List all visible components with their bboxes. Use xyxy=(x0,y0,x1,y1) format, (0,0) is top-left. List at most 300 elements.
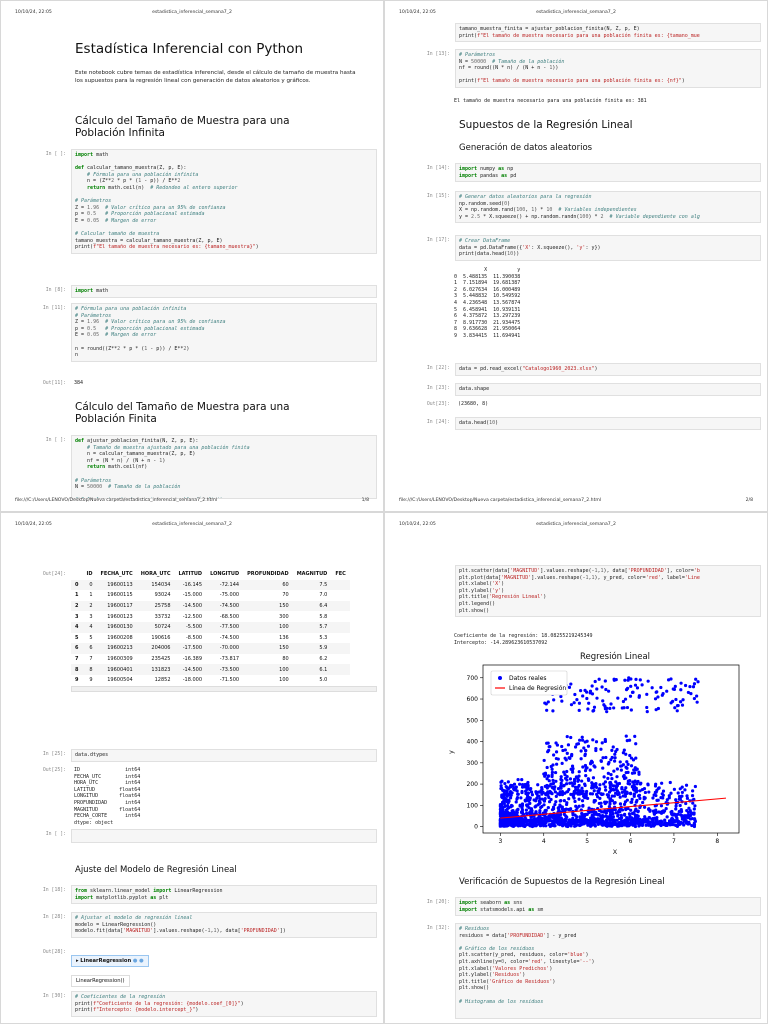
table-cell: -71.500 xyxy=(219,677,240,684)
scatter-point xyxy=(613,753,616,756)
code-cell[interactable]: In [8]: import math xyxy=(15,285,377,298)
scatter-point xyxy=(511,821,514,824)
scatter-point xyxy=(516,778,519,781)
code-cell[interactable]: In [ ]: xyxy=(15,829,377,843)
code-input[interactable]: import seaborn as sns import statsmodels.api as sm xyxy=(455,897,761,916)
scatter-point xyxy=(604,756,607,759)
scatter-point xyxy=(551,709,554,712)
scatter-point xyxy=(655,811,658,814)
scatter-point xyxy=(567,743,570,746)
x-tick-label: 6 xyxy=(628,838,633,845)
scatter-point xyxy=(503,782,506,785)
row-index: 1 xyxy=(75,592,79,599)
code-input[interactable]: data = pd.read_excel("Catalogo1960_2023.xlsx") xyxy=(455,363,761,376)
scatter-point xyxy=(501,789,504,792)
scatter-point xyxy=(530,824,533,827)
table-header-cell: LONGITUD xyxy=(210,571,240,578)
page-header xyxy=(15,10,369,15)
table-cell: 19600123 xyxy=(107,613,133,620)
scatter-point xyxy=(577,742,580,745)
scatter-point xyxy=(581,736,584,739)
code-cell[interactable]: In [ ]: def ajustar_poblacion_finita(N, Z, p, E): # Tamaño de muestra ajustado para una población finita n = calcular_tamano_muestra(Z, p, E) nf = (N * n) / (N + n - 1) return math.ceil(nf) # Parámetros N = 50000 # Tamaño de la población xyxy=(15,435,377,499)
scatter-point xyxy=(601,741,604,744)
scatter-point xyxy=(578,709,581,712)
scatter-point xyxy=(545,709,548,712)
scatter-point xyxy=(646,710,649,713)
code-cell[interactable]: In [13]: # Parámetros N = 50000 # Tamaño de la población nf = round((N * n) / (N + n - 1)) print(f"El tamaño de muestra necesario para una población finita es: {nf}") xyxy=(399,49,761,88)
row-index: 2 xyxy=(71,601,82,612)
code-cell[interactable]: In [ ]: import math def calcular_tamano_muestra(Z, p, E): # Fórmula para una población infinita n = (Z**2 * p * (1 - p)) / E**2 return math.ceil(n) # Redondeo al entero superior # Parámetros Z = 1.96 # Valor crítico para un 95% de confianza p = 0.5 # Proporción poblacional estimada E = 0.05 # Margen de error # Calcular tamaño de muestra tamano_muestra = calcular_tamano_muestra(Z, p, E) print(f"El tamaño de muestra necesario es: {tamano_muestra}") xyxy=(15,149,377,254)
table-cell xyxy=(331,675,350,686)
table-cell: 93024 xyxy=(154,592,171,599)
scatter-point xyxy=(606,777,609,780)
scatter-point xyxy=(566,735,569,738)
code-cell[interactable]: In [32]: # Residuos residuos = data['PROFUNDIDAD'] - y_pred # Gráfico de los residuos plt.scatter(y_pred, residuos, color='blue') plt.axhline(y=0, color='red', linestyle='--') plt.xlabel('Valores Predichos') plt.ylabel('Residuos') plt.title('Gráfico de Residuos') plt.show() # Histograma de los residuos xyxy=(399,923,761,1019)
scatter-point xyxy=(578,770,581,773)
code-cell[interactable]: In [24]: data.head(10) xyxy=(399,417,761,430)
scatter-point xyxy=(584,784,587,787)
scatter-point xyxy=(553,819,556,822)
code-input[interactable]: import numpy as np import pandas as pd xyxy=(455,163,761,182)
scatter-point xyxy=(660,782,663,785)
scatter-point xyxy=(551,808,554,811)
table-cell: 60 xyxy=(243,580,293,591)
scatter-point xyxy=(598,678,601,681)
scatter-point xyxy=(559,785,562,788)
scatter-point xyxy=(584,774,587,777)
scatter-point xyxy=(589,769,592,772)
scatter-point xyxy=(605,811,608,814)
scatter-point xyxy=(600,685,603,688)
scatter-point xyxy=(578,798,581,801)
page-3 xyxy=(0,512,384,1024)
scatter-point xyxy=(629,792,632,795)
scatter-point xyxy=(612,815,615,818)
scatter-point xyxy=(581,739,584,742)
scatter-point xyxy=(571,820,574,823)
scatter-point xyxy=(524,799,527,802)
scatter-point xyxy=(585,691,588,694)
output-cell: Out[11]: 384 xyxy=(15,378,377,389)
y-tick-label: 0 xyxy=(474,823,478,831)
scatter-point xyxy=(591,684,594,687)
scatter-point xyxy=(580,792,583,795)
table-cell: -77.500 xyxy=(206,622,243,633)
scatter-point xyxy=(540,805,543,808)
scatter-point xyxy=(665,823,668,826)
scatter-point xyxy=(590,819,593,822)
scatter-point xyxy=(634,809,637,812)
scatter-point xyxy=(564,814,567,817)
code-input[interactable]: # Ajustar el modelo de regresión lineal modelo = LinearRegression() modelo.fit(data['MAGNITUD'].values.reshape(-1,1), data['PROFUNDIDAD']) xyxy=(71,912,377,938)
scatter-point xyxy=(524,824,527,827)
code-input[interactable]: def ajustar_poblacion_finita(N, Z, p, E): # Tamaño de muestra ajustado para una población finita n = calcular_tamano_muestra(Z, p, E) nf = (N * n) / (N + n - 1) return math.ceil(nf) # Parámetros N = 50000 # Tamaño de la población xyxy=(71,435,377,499)
code-cell[interactable]: In [18]: from sklearn.linear_model import LinearRegression import matplotlib.pyplot as plt xyxy=(15,885,377,904)
scatter-point xyxy=(604,788,607,791)
scatter-point xyxy=(499,815,502,818)
scatter-point xyxy=(595,687,598,690)
code-input[interactable]: # Residuos residuos = data['PROFUNDIDAD'] - y_pred # Gráfico de los residuos plt.scatter(y_pred, residuos, color='blue') plt.axhline(y=0, color='red', linestyle='--') plt.xlabel('Valores Predichos') plt.ylabel('Residuos') plt.title('Gráfico de Residuos') plt.show() # Histograma de los residuos xyxy=(455,923,761,1019)
scatter-point xyxy=(540,793,543,796)
scatter-point xyxy=(695,694,698,697)
scatter-point xyxy=(593,824,596,827)
scatter-point xyxy=(594,747,597,750)
code-cell[interactable]: In [11]: # Fórmula para una población infinita # Parámetros Z = 1.96 # Valor crítico para un 95% de confianza p = 0.5 # Proporción poblacional estimada E = 0.05 # Margen de error n = round((Z**2 * p * (1 - p)) / E**2) n xyxy=(15,303,377,362)
scatter-point xyxy=(693,804,696,807)
scatter-point xyxy=(580,779,583,782)
scatter-point xyxy=(564,818,567,821)
table-row xyxy=(71,675,350,686)
scatter-point xyxy=(661,694,664,697)
scatter-point xyxy=(625,816,628,819)
table-row xyxy=(71,601,350,612)
legend-label: Línea de Regresión xyxy=(509,685,567,692)
y-tick-label: 100 xyxy=(466,802,478,810)
scatter-point xyxy=(587,702,590,705)
table-row xyxy=(71,622,350,633)
x-tick-label: 7 xyxy=(672,838,676,845)
scatter-point xyxy=(559,799,562,802)
scatter-point xyxy=(681,786,684,789)
scatter-point xyxy=(595,786,598,789)
table-cell: 19600309 xyxy=(107,656,133,663)
scatter-point xyxy=(559,695,562,698)
table-cell: 204006 xyxy=(137,643,175,654)
scatter-point xyxy=(694,785,697,788)
scatter-point xyxy=(499,781,502,784)
code-cell[interactable]: In [30]: # Coeficientes de la regresión print(f"Coeficiente de la regresión: {modelo.coef_[0]}") print(f"Intercepto: {modelo.intercept_}") xyxy=(15,991,377,1017)
scatter-point xyxy=(548,745,551,748)
table-cell: 131823 xyxy=(137,664,175,675)
code-input[interactable]: import math xyxy=(71,285,377,298)
scatter-point xyxy=(586,707,589,710)
code-input[interactable]: # Fórmula para una población infinita # Parámetros Z = 1.96 # Valor crítico para un 95% de confianza p = 0.5 # Proporción poblacional estimada E = 0.05 # Margen de error n = round((Z**2 * p * (1 - p)) / E**2) n xyxy=(71,303,377,362)
scatter-point xyxy=(659,686,662,689)
scatter-point xyxy=(579,689,582,692)
page-header xyxy=(399,10,753,15)
scatter-point xyxy=(565,801,568,804)
scatter-point xyxy=(643,796,646,799)
scatter-point xyxy=(504,820,507,823)
scatter-point xyxy=(684,684,687,687)
scatter-point xyxy=(536,783,539,786)
code-input[interactable]: # Parámetros N = 50000 # Tamaño de la población nf = round((N * n) / (N + n - 1)) print(f"El tamaño de muestra necesario para una población finita es: {nf}") xyxy=(455,49,761,88)
scatter-point xyxy=(655,708,658,711)
scatter-point xyxy=(607,690,610,693)
header-datetime: 10/10/24, 22:05 xyxy=(15,10,52,15)
scatter-point xyxy=(576,823,579,826)
scatter-point xyxy=(519,796,522,799)
page-footer xyxy=(15,498,369,503)
table-row xyxy=(71,654,350,665)
scatter-point xyxy=(647,680,650,683)
scatter-point xyxy=(605,710,608,713)
scatter-point xyxy=(609,702,612,705)
scatter-point xyxy=(574,805,577,808)
header-doc-title: estadistica_inferencial_semana7_2 xyxy=(152,10,232,15)
estimator-widget-header[interactable]: ▸ LinearRegression ● ● xyxy=(71,955,149,967)
scatter-point xyxy=(534,817,537,820)
table-cell: 50724 xyxy=(137,622,175,633)
table-cell: 70 xyxy=(282,592,289,599)
scatter-point xyxy=(608,800,611,803)
code-input[interactable]: data.head(10) xyxy=(455,417,761,430)
code-cell[interactable]: In [28]: # Ajustar el modelo de regresión lineal modelo = LinearRegression() modelo.fit(data['MAGNITUD'].values.reshape(-1,1), data['PROFUNDIDAD']) xyxy=(15,912,377,938)
footer-path: file:///C:/Users/LENOVO/Desktop/Nueva carpeta/estadistica_inferencial_semana7_2.html xyxy=(399,498,602,503)
scatter-point xyxy=(581,823,584,826)
scatter-point xyxy=(586,740,589,743)
table-cell: 150 xyxy=(243,643,293,654)
code-cell[interactable]: In [20]: import seaborn as sns import statsmodels.api as sm xyxy=(399,897,761,916)
scatter-point xyxy=(599,759,602,762)
scatter-point xyxy=(554,780,557,783)
scatter-point xyxy=(516,811,519,814)
scatter-point xyxy=(543,775,546,778)
dtypes-output: ID int64 FECHA_UTC int64 HORA_UTC int64 LATITUD float64 LONGITUD float64 PROFUNDIDAD int64 MAGNITUD float64 FECHA_CORTE int64 dtype: object xyxy=(74,767,141,826)
scatter-point xyxy=(611,812,614,815)
code-input[interactable]: tamano_muestra_finita = ajustar_poblacion_finita(N, Z, p, E) print(f"El tamaño de muestra necesario para una población finita es: {tamano_mue xyxy=(455,23,761,42)
footer-page: 1/8 xyxy=(361,498,369,503)
scatter-point xyxy=(543,759,546,762)
table-cell: 19600401 xyxy=(97,664,137,675)
scatter-point xyxy=(593,706,596,709)
table-cell: 5.7 xyxy=(293,622,332,633)
row-index: 6 xyxy=(71,643,82,654)
scatter-point xyxy=(629,695,632,698)
scatter-point xyxy=(604,707,607,710)
scatter-point xyxy=(679,804,682,807)
scatter-point xyxy=(560,745,563,748)
scatter-point xyxy=(628,815,631,818)
table-cell: 19600113 xyxy=(97,580,137,591)
horizontal-scrollbar[interactable] xyxy=(71,686,377,692)
table-header-cell xyxy=(71,569,82,580)
scatter-point xyxy=(614,756,617,759)
y-tick-label: 600 xyxy=(466,696,478,704)
code-cell[interactable]: In [22]: data = pd.read_excel("Catalogo1960_2023.xlsx") xyxy=(399,363,761,376)
scatter-point xyxy=(675,824,678,827)
scatter-point xyxy=(545,784,548,787)
scatter-point xyxy=(554,800,557,803)
table-header-cell: FEC xyxy=(335,571,346,578)
scatter-point xyxy=(543,800,546,803)
scatter-point xyxy=(547,806,550,809)
scatter-point xyxy=(590,823,593,826)
table-cell: 80 xyxy=(282,656,289,663)
scatter-point xyxy=(606,793,609,796)
scatter-point xyxy=(504,804,507,807)
scatter-point xyxy=(620,787,623,790)
scatter-point xyxy=(548,800,551,803)
table-cell: 100 xyxy=(243,622,293,633)
table-cell: -5.500 xyxy=(175,622,207,633)
scatter-point xyxy=(499,808,502,811)
scatter-point xyxy=(604,740,607,743)
section-infinite: Cálculo del Tamaño de Muestra para una Población Infinita xyxy=(75,115,290,139)
scatter-point xyxy=(501,794,504,797)
scatter-point xyxy=(665,690,668,693)
scatter-point xyxy=(604,688,607,691)
table-cell: -18.000 xyxy=(182,677,203,684)
scatter-point xyxy=(594,680,597,683)
scatter-point xyxy=(648,816,651,819)
table-cell: -8.500 xyxy=(185,634,203,641)
scatter-point xyxy=(565,758,568,761)
scatter-point xyxy=(561,824,564,827)
y-tick-label: 200 xyxy=(466,781,478,789)
scatter-point xyxy=(696,701,699,704)
scatter-point xyxy=(677,704,680,707)
scatter-point xyxy=(563,784,566,787)
table-cell: -70.000 xyxy=(206,643,243,654)
scatter-point xyxy=(612,770,615,773)
scatter-point xyxy=(520,791,523,794)
row-index: 8 xyxy=(71,664,82,675)
code-input[interactable] xyxy=(71,829,377,843)
scatter-point xyxy=(694,678,697,681)
scatter-point xyxy=(667,678,670,681)
scatter-point xyxy=(634,684,637,687)
chart-title: Regresión Lineal xyxy=(579,652,651,662)
code-input[interactable]: # Crear DataFrame data = pd.DataFrame({'X': X.squeeze(), 'y': y}) print(data.head(10)) xyxy=(455,235,761,261)
scatter-point xyxy=(689,692,692,695)
scatter-point xyxy=(656,695,659,698)
scatter-point xyxy=(570,753,573,756)
scatter-point xyxy=(580,812,583,815)
scatter-point xyxy=(552,753,555,756)
scatter-point xyxy=(624,792,627,795)
code-input[interactable]: data.shape xyxy=(455,383,761,396)
table-cell: 3 xyxy=(89,613,93,620)
scatter-point xyxy=(580,757,583,760)
scatter-point xyxy=(596,813,599,816)
code-cell[interactable]: In [17]: # Crear DataFrame data = pd.DataFrame({'X': X.squeeze(), 'y': y}) print(data.head(10)) xyxy=(399,235,761,261)
code-cell[interactable]: In [25]: data.dtypes xyxy=(15,749,377,762)
scatter-point xyxy=(631,691,634,694)
shape-output: (23680, 8) xyxy=(458,401,489,407)
scatter-point xyxy=(521,821,524,824)
scatter-point xyxy=(507,800,510,803)
table-cell: 6.1 xyxy=(293,664,332,675)
scatter-point xyxy=(591,761,594,764)
scatter-point xyxy=(688,822,691,825)
scatter-point xyxy=(557,814,560,817)
scatter-point xyxy=(613,818,616,821)
scatter-point xyxy=(578,739,581,742)
table-header-cell: PROFUNDIDAD xyxy=(247,571,289,578)
scatter-point xyxy=(637,773,640,776)
scatter-point xyxy=(547,749,550,752)
header-doc-title: estadistica_inferencial_semana7_2 xyxy=(152,522,232,527)
code-cell[interactable] xyxy=(399,23,761,42)
code-input[interactable]: from sklearn.linear_model import LinearRegression import matplotlib.pyplot as plt xyxy=(71,885,377,904)
scatter-point xyxy=(573,693,576,696)
scatter-point xyxy=(674,819,677,822)
code-cell[interactable]: In [15]: # Generar datos aleatorios para la regresión np.random.seed(0) X = np.random.rand(100, 1) * 10 # Variables independientes y = 2.5 * X.squeeze() + np.random.randn(100) * 2 # Variable dependiente con alg xyxy=(399,191,761,223)
scatter-point xyxy=(611,794,614,797)
scatter-point xyxy=(586,824,589,827)
scatter-point xyxy=(573,782,576,785)
code-cell[interactable]: In [14]: import numpy as np import pandas as pd xyxy=(399,163,761,182)
code-input[interactable]: data.dtypes xyxy=(71,749,377,762)
page-footer xyxy=(399,498,753,503)
scatter-point xyxy=(604,679,607,682)
scatter-point xyxy=(507,780,510,783)
scatter-point xyxy=(557,822,560,825)
scatter-point xyxy=(600,810,603,813)
scatter-point xyxy=(502,824,505,827)
scatter-point xyxy=(609,782,612,785)
scatter-point xyxy=(670,701,673,704)
table-cell xyxy=(331,580,350,591)
scatter-point xyxy=(506,824,509,827)
code-cell[interactable] xyxy=(399,565,761,617)
scatter-point xyxy=(661,792,664,795)
scatter-point xyxy=(567,756,570,759)
code-input[interactable]: # Coeficientes de la regresión print(f"Coeficiente de la regresión: {modelo.coef_[0]}") print(f"Intercepto: {modelo.intercept_}") xyxy=(71,991,377,1017)
scatter-point xyxy=(550,775,553,778)
scatter-point xyxy=(609,789,612,792)
scatter-point xyxy=(613,760,616,763)
scatter-point xyxy=(681,791,684,794)
header-doc-title: estadistica_inferencial_semana7_2 xyxy=(536,522,616,527)
scatter-point xyxy=(591,738,594,741)
scatter-point xyxy=(626,799,629,802)
scatter-point xyxy=(636,686,639,689)
table-cell xyxy=(331,643,350,654)
scatter-point xyxy=(654,784,657,787)
scatter-point xyxy=(574,820,577,823)
scatter-point xyxy=(674,798,677,801)
output-384: 384 xyxy=(74,380,84,386)
scatter-point xyxy=(554,771,557,774)
scatter-point xyxy=(669,781,672,784)
table-cell: -17.500 xyxy=(175,643,207,654)
scatter-point xyxy=(608,707,611,710)
scatter-point xyxy=(569,807,572,810)
scatter-point xyxy=(599,748,602,751)
scatter-point xyxy=(573,800,576,803)
table-cell: 5.0 xyxy=(319,677,328,684)
table-row xyxy=(71,611,350,622)
scatter-point xyxy=(677,791,680,794)
dataframe-table xyxy=(71,569,350,686)
header-datetime: 10/10/24, 22:05 xyxy=(399,10,436,15)
scatter-point xyxy=(669,792,672,795)
scatter-point xyxy=(502,799,505,802)
scatter-point xyxy=(633,823,636,826)
scatter-point xyxy=(584,753,587,756)
scatter-point xyxy=(568,686,571,689)
table-cell: 7.0 xyxy=(319,592,328,599)
code-cell[interactable]: In [23]: data.shape xyxy=(399,383,761,396)
table-cell: 0 xyxy=(82,580,96,591)
scatter-point xyxy=(538,809,541,812)
code-input[interactable]: # Generar datos aleatorios para la regresión np.random.seed(0) X = np.random.rand(100, 1) * 10 # Variables independientes y = 2.5 * X.squeeze() + np.random.randn(100) * 2 # Variable dependiente con alg xyxy=(455,191,761,223)
scatter-point xyxy=(616,767,619,770)
table-header-cell: MAGNITUD xyxy=(296,571,328,578)
scatter-point xyxy=(631,798,634,801)
scatter-point xyxy=(570,703,573,706)
scatter-point xyxy=(626,687,629,690)
scatter-point xyxy=(674,698,677,701)
code-input[interactable]: plt.scatter(data['MAGNITUD'].values.reshape(-1,1), data['PROFUNDIDAD'], color='b plt.plot(data['MAGNITUD'].values.reshape(-1,1), y_pred, color='red', label='Line plt.xlabel('X') plt.ylabel('y') plt.title('Regresión Lineal') plt.legend() plt.show() xyxy=(455,565,761,617)
scatter-point xyxy=(535,797,538,800)
table-cell: 9 xyxy=(89,677,93,684)
scatter-point xyxy=(573,792,576,795)
code-input[interactable]: import math def calcular_tamano_muestra(Z, p, E): # Fórmula para una población infinita n = (Z**2 * p * (1 - p)) / E**2 return math.ceil(n) # Redondeo al entero superior # Parámetros Z = 1.96 # Valor crítico para un 95% de confianza p = 0.5 # Proporción poblacional estimada E = 0.05 # Margen de error # Calcular tamaño de muestra tamano_muestra = calcular_tamano_muestra(Z, p, E) print(f"El tamaño de muestra necesario es: {tamano_muestra}") xyxy=(71,149,377,254)
scatter-point xyxy=(624,753,627,756)
